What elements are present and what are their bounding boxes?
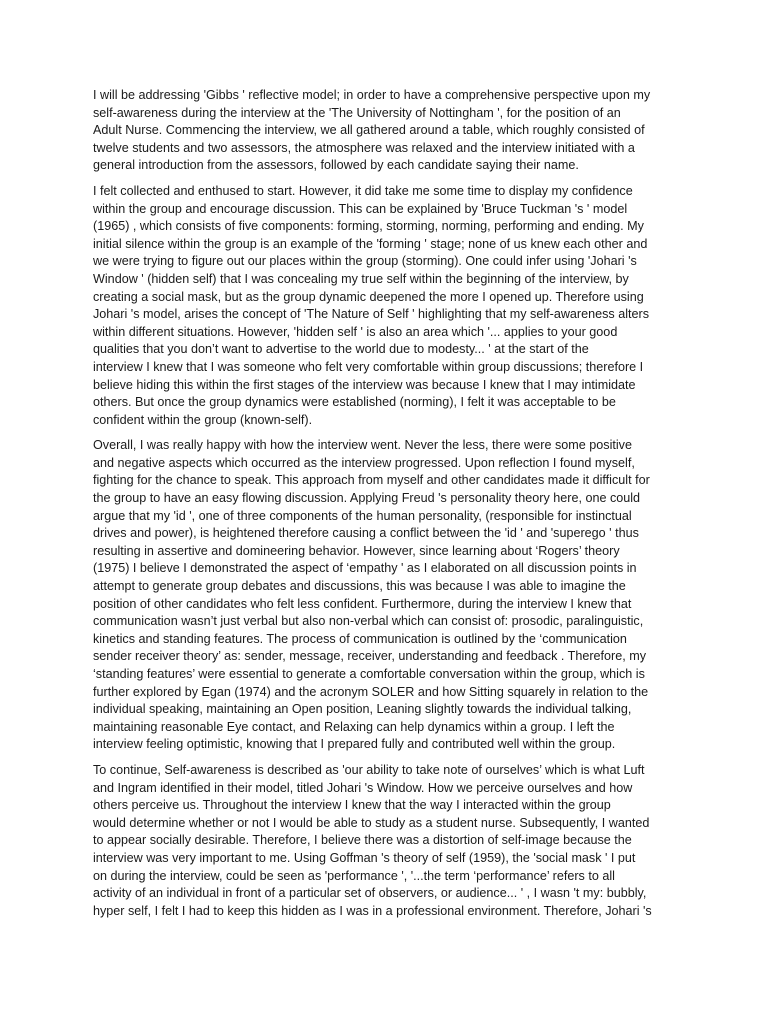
paragraph-3: [93, 437, 676, 754]
text-line: general introduction from the assessors, followed by each candidate saying their name.: [93, 158, 579, 173]
text-line: to appear socially desirable. Therefore, I believe there was a distortion of self-image because the: [93, 833, 632, 848]
text-line: individual speaking, maintaining an Open position, Leaning slightly towards the individual talking,: [93, 702, 632, 717]
text-line: I will be addressing 'Gibbs ' reflective model; in order to have a comprehensive perspective upon my: [93, 88, 651, 102]
paragraph-2: [93, 183, 676, 429]
text-line: others perceive us. Throughout the interview I knew that the way I interacted within the group: [93, 798, 611, 813]
text-line: attempt to generate group debates and discussions, this was because I was able to imagine the: [93, 579, 626, 594]
text-line: communication wasn’t just verbal but also non-verbal which can consist of: prosodic, paralinguistic,: [93, 614, 644, 629]
text-line: within different situations. However, 'hidden self ' is also an area which '... applies to your good: [93, 324, 618, 339]
text-line: drives and power), is heightened therefore causing a conflict between the 'id ' and 'superego ' thus: [93, 526, 639, 541]
text-line: within the group and encourage discussion. This can be explained by 'Bruce Tuckman 's ' model: [93, 201, 628, 216]
text-line: initial silence within the group is an example of the 'forming ' stage; none of us knew each other and: [93, 236, 648, 251]
text-line: hyper self, I felt I had to keep this hidden as I was in a professional environment. Therefore, Johari 's: [93, 903, 652, 918]
text-line: and negative aspects which occurred as the interview progressed. Upon reflection I found myself,: [93, 455, 635, 470]
text-line: argue that my 'id ', one of three components of the human personality, (responsible for instinctual: [93, 508, 632, 523]
paragraph-1: [93, 87, 676, 175]
text-line: Adult Nurse. Commencing the interview, we all gathered around a table, which roughly consisted of: [93, 123, 645, 138]
text-line: fighting for the chance to speak. This approach from myself and other candidates made it difficult for: [93, 473, 650, 488]
text-line: (1965) , which consists of five components: forming, storming, norming, performing and ending. My: [93, 219, 644, 234]
text-line: self-awareness during the interview at the 'The University of Nottingham ', for the position of an: [93, 105, 621, 120]
text-line: believe hiding this within the first stages of the interview was because I knew that I may intimidate: [93, 377, 636, 392]
text-line: on during the interview, could be seen as 'performance ', '...the term ‘performance’ refers to all: [93, 868, 615, 883]
text-line: (1975) I believe I demonstrated the aspect of ‘empathy ' as I elaborated on all discussion points in: [93, 561, 637, 576]
text-line: qualities that you don’t want to advertise to the world due to modesty... ' at the start of the: [93, 342, 589, 357]
text-line: twelve students and two assessors, the atmosphere was relaxed and the interview initiated with a: [93, 140, 635, 155]
text-line: maintaining reasonable Eye contact, and Relaxing can help dynamics within a group. I left the: [93, 719, 615, 734]
text-line: position of other candidates who felt less confident. Furthermore, during the interview I knew that: [93, 596, 632, 611]
text-line: further explored by Egan (1974) and the acronym SOLER and how Sitting squarely in relation to the: [93, 684, 649, 699]
text-line: activity of an individual in front of a particular set of observers, or audience... ' , I wasn 't my: bubbly,: [93, 886, 647, 901]
text-line: confident within the group (known-self).: [93, 412, 313, 427]
text-line: we were trying to figure out our places within the group (storming). One could infer using 'Johari 's: [93, 254, 637, 269]
text-line: resulting in assertive and domineering behavior. However, since learning about ‘Rogers’ theory: [93, 543, 620, 558]
text-line: and Ingram identified in their model, titled Johari 's Window. How we perceive ourselves and how: [93, 780, 633, 795]
text-line: I felt collected and enthused to start. However, it did take me some time to display my confidence: [93, 183, 633, 198]
text-line: ‘standing features’ were essential to generate a comfortable conversation within the group, which is: [93, 667, 645, 681]
text-line: interview was very important to me. Using Goffman 's theory of self (1959), the 'social mask ' I put: [93, 850, 636, 865]
document-page: [93, 87, 676, 928]
text-line: the group to have an easy flowing discussion. Applying Freud 's personality theory here, one could: [93, 491, 641, 506]
text-line: would determine whether or not I would be able to study as a student nurse. Subsequently, I wanted: [93, 815, 650, 830]
text-line: Window ' (hidden self) that I was concealing my true self within the beginning of the interview, by: [93, 271, 629, 286]
text-line: interview feeling optimistic, knowing that I prepared fully and contributed well within the group.: [93, 737, 616, 752]
text-line: To continue, Self-awareness is described as 'our ability to take note of ourselves’ which is what Luft: [93, 762, 645, 777]
text-line: kinetics and standing features. The process of communication is outlined by the ‘communication: [93, 631, 627, 646]
text-line: creating a social mask, but as the group dynamic deepened the more I opened up. Therefore using: [93, 289, 644, 304]
paragraph-4: [93, 762, 676, 920]
text-line: sender receiver theory’ as: sender, message, receiver, understanding and feedback . Therefore, my: [93, 649, 647, 664]
text-line: Overall, I was really happy with how the interview went. Never the less, there were some positive: [93, 438, 632, 453]
text-line: others. But once the group dynamics were established (norming), I felt it was acceptable to be: [93, 395, 616, 410]
text-line: interview I knew that I was someone who felt very comfortable within group discussions; therefore I: [93, 359, 644, 374]
text-line: Johari 's model, arises the concept of 'The Nature of Self ' highlighting that my self-awareness alters: [93, 307, 650, 322]
